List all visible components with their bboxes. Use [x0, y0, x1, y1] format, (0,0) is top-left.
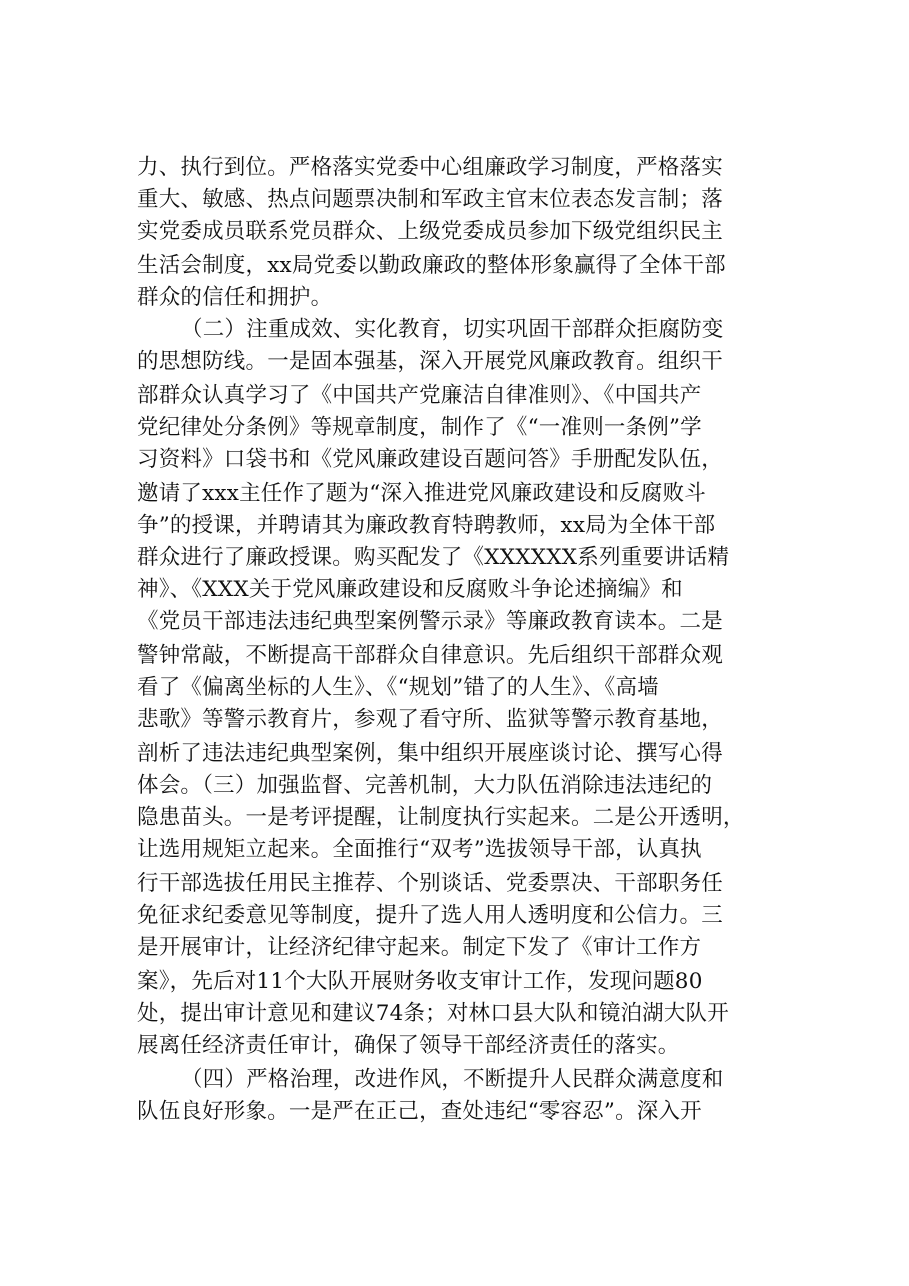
text-line: 看了《偏离坐标的人生》、《“规划”错了的人生》、《高墙 — [137, 675, 659, 700]
text-line: 神》、《XXX关于党风廉政建设和反腐败斗争论述摘编》和 — [137, 577, 683, 602]
text-line: 党纪律处分条例》等规章制度，制作了《“一准则一条例”学 — [137, 415, 702, 440]
text-line: 重大、敏感、热点问题票决制和军政主官末位表态发言制；落 — [137, 187, 723, 212]
text-line: 群众的信任和拥护。 — [137, 285, 333, 310]
text-line: 邀请了xxx主任作了题为“深入推进党风廉政建设和反腐败斗 — [137, 481, 706, 506]
text-line: 悲歌》等警示教育片，参观了看守所、监狱等警示教育基地， — [137, 707, 723, 732]
text-line: 免征求纪委意见等制度，提升了选人用人透明度和公信力。三 — [137, 903, 723, 928]
text-line: 案》，先后对11个大队开展财务收支审计工作，发现问题80 — [137, 969, 703, 994]
text-line: 生活会制度，xx局党委以勤政廉政的整体形象赢得了全体干部 — [137, 253, 726, 278]
text-line: 让选用规矩立起来。全面推行“双考”选拔领导干部，认真执 — [137, 837, 702, 862]
text-line: 警钟常敲，不断提高干部群众自律意识。先后组织干部群众观 — [137, 643, 723, 668]
paragraph-heading-2: （二）注重成效、实化教育，切实巩固干部群众拒腐防变 — [181, 317, 724, 342]
text-line: 处，提出审计意见和建议74条；对林口县大队和镜泊湖大队开 — [137, 1001, 729, 1026]
text-line: 力、执行到位。严格落实党委中心组廉政学习制度，严格落实 — [137, 155, 723, 180]
text-line: 群众进行了廉政授课。购买配发了《XXXXXX系列重要讲话精 — [137, 545, 730, 570]
text-line: 部群众认真学习了《中国共产党廉洁自律准则》、《中国共产 — [137, 383, 702, 408]
text-line: 是开展审计，让经济纪律守起来。制定下发了《审计工作方 — [137, 935, 702, 960]
text-line: 的思想防线。一是固本强基，深入开展党风廉政教育。组织干 — [137, 349, 723, 374]
text-line: 习资料》口袋书和《党风廉政建设百题问答》手册配发队伍， — [137, 447, 723, 472]
text-line: 展离任经济责任审计，确保了领导干部经济责任的落实。 — [137, 1033, 680, 1058]
text-line: 《党员干部违法违纪典型案例警示录》等廉政教育读本。二是 — [137, 609, 723, 634]
paragraph-heading-4: （四）严格治理，改进作风，不断提升人民群众满意度和 — [181, 1067, 724, 1092]
text-line: 剖析了违法违纪典型案例，集中组织开展座谈讨论、撰写心得 — [137, 741, 723, 766]
text-line: 实党委成员联系党员群众、上级党委成员参加下级党组织民主 — [137, 219, 723, 244]
text-line: 争”的授课，并聘请其为廉政教育特聘教师，xx局为全体干部 — [137, 513, 716, 538]
text-line: 行干部选拔任用民主推荐、个别谈话、党委票决、干部职务任 — [137, 871, 723, 896]
text-line: 队伍良好形象。一是严在正己，查处违纪“零容忍”。深入开 — [137, 1099, 702, 1124]
text-line: 隐患苗头。一是考评提醒，让制度执行实起来。二是公开透明， — [137, 805, 745, 830]
text-line: 体会。（三）加强监督、完善机制，大力队伍消除违法违纪的 — [137, 773, 713, 798]
